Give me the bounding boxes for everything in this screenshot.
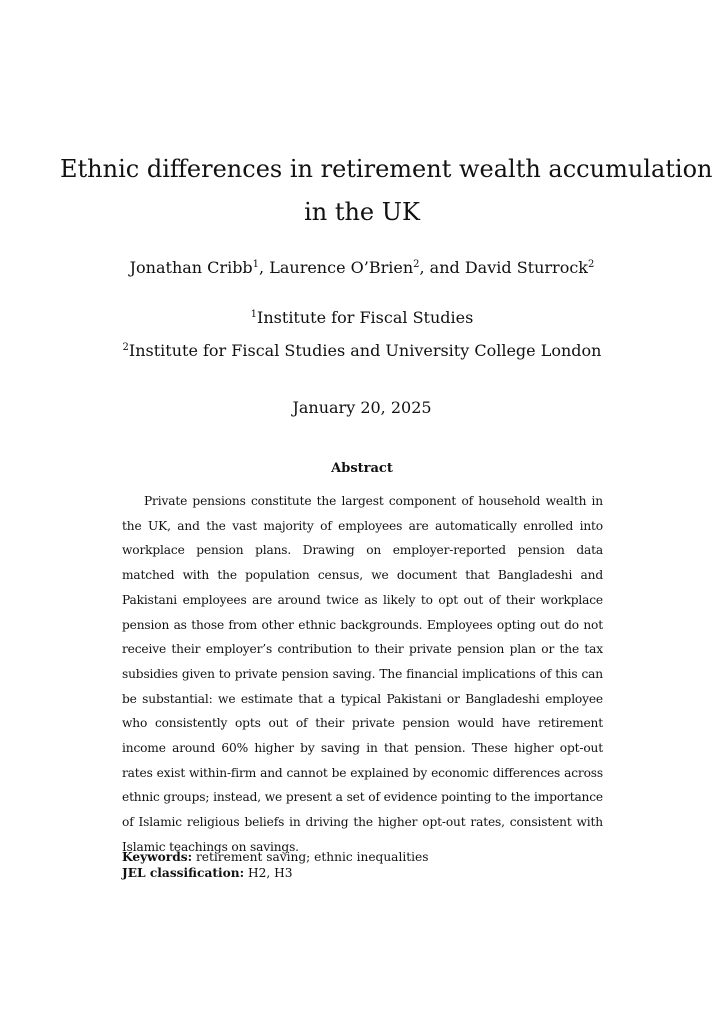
author-separator: , and — [419, 258, 465, 277]
affiliation-mark: 1 — [250, 309, 258, 320]
affiliation-name: Institute for Fiscal Studies and University College London — [128, 341, 602, 360]
author-affiliation-mark: 1 — [252, 259, 260, 270]
affiliation-name: Institute for Fiscal Studies — [257, 308, 474, 327]
jel-line — [122, 865, 603, 881]
author-affiliation-mark: 2 — [413, 259, 420, 270]
paper-title-line-1: Ethnic differences in retirement wealth accumulation — [60, 155, 713, 183]
jel-value: H2, H3 — [247, 866, 293, 880]
author-affiliation-mark: 2 — [587, 259, 595, 270]
author-name: Laurence O’Brien — [269, 258, 414, 277]
author-name: David Sturrock — [464, 258, 588, 277]
abstract-text: Private pensions constitute the largest component of household wealth in the UK, and the vast majority of employees are automatically enrolled into workplace pension plans. Drawing on employer-reported pension data matched with the population census, we document that Bangladeshi and Pakistani employees are around twice as likely to opt out of their workplace pension as those from other ethnic backgrounds. Employees opting out do not receive their employer’s contribution to their private pension plan or the tax subsidies given to private pension saving. The financial implications of this can be substantial: we estimate that a typical Pakistani or Bangladeshi employee who consistently opts out of their private pension would have retirement income around 60% higher by saving in that pension. These higher opt-out rates exist within-firm and cannot be explained by economic differences across ethnic groups; instead, we present a set of evidence pointing to the importance of Islamic religious beliefs in driving the higher opt-out rates, consistent with Islamic teachings on savings. — [122, 494, 603, 854]
abstract-heading: Abstract — [331, 461, 393, 476]
keywords-line — [122, 849, 603, 865]
affiliation-1 — [40, 308, 684, 327]
affiliation-mark: 2 — [122, 342, 129, 353]
jel-label: JEL classification: — [122, 866, 245, 880]
keywords-value: retirement saving; ethnic inequalities — [195, 850, 429, 864]
affiliation-2 — [40, 341, 684, 360]
author-name: Jonathan Cribb — [129, 258, 253, 277]
author-separator: , — [259, 258, 270, 277]
keywords-label: Keywords: — [122, 850, 193, 864]
paper-title-line-2: in the UK — [304, 198, 420, 226]
author-list — [40, 258, 684, 277]
paper-date: January 20, 2025 — [292, 398, 432, 417]
